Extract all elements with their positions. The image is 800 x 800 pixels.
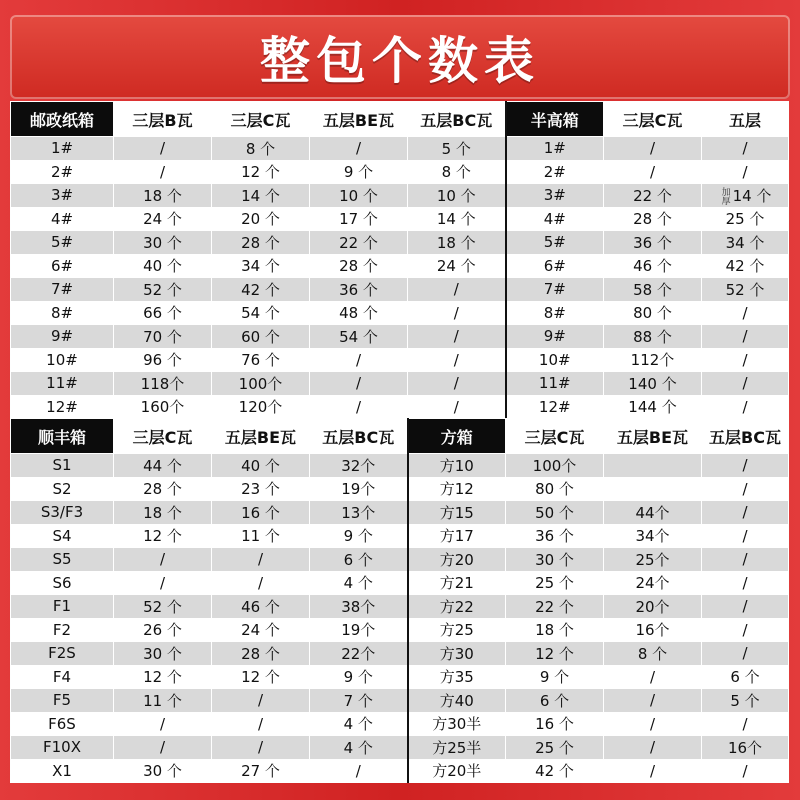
table-row [11, 454, 789, 478]
table-cell: / [604, 137, 702, 161]
table-cell [604, 477, 702, 501]
table-cell: 24 个 [212, 618, 310, 642]
table-cell: 8 个 [408, 160, 506, 184]
table-cell: 23 个 [212, 477, 310, 501]
table-cell: 12 个 [212, 665, 310, 689]
table-cell: 112个 [604, 348, 702, 372]
table-cell: / [702, 548, 789, 572]
table-cell: 16个 [702, 736, 789, 760]
table-cell: 44个 [604, 501, 702, 525]
table-cell: 8 个 [212, 137, 310, 161]
table-cell: / [408, 301, 506, 325]
table-cell: / [408, 395, 506, 419]
table-cell: / [702, 372, 789, 396]
table-cell: S3/F3 [11, 501, 114, 525]
table-cell: 42 个 [212, 278, 310, 302]
table-row [11, 325, 789, 349]
table-row [11, 278, 789, 302]
table-cell: 36 个 [310, 278, 408, 302]
table-cell: / [702, 137, 789, 161]
table-cell: 40 个 [114, 254, 212, 278]
header-row [11, 102, 789, 137]
table-cell: 12 个 [114, 665, 212, 689]
table-row [11, 689, 789, 713]
table-cell: 34 个 [212, 254, 310, 278]
table-cell: 100个 [212, 372, 310, 396]
table-cell: 11 个 [212, 524, 310, 548]
table-cell: F6S [11, 712, 114, 736]
table-cell: 38个 [310, 595, 408, 619]
table-cell: / [702, 325, 789, 349]
table-row [11, 137, 789, 161]
table-cell: 36 个 [506, 524, 604, 548]
table-cell: 方10 [408, 454, 506, 478]
table-row [11, 301, 789, 325]
table-cell: 28 个 [310, 254, 408, 278]
table-cell: 96 个 [114, 348, 212, 372]
table-cell: 19个 [310, 618, 408, 642]
title-banner [10, 15, 790, 99]
table-cell: 76 个 [212, 348, 310, 372]
table-cell: 8# [11, 301, 114, 325]
table-row [11, 736, 789, 760]
table-cell: 54 个 [212, 301, 310, 325]
table-cell: / [702, 477, 789, 501]
header-sf-box: 顺丰箱 [11, 419, 114, 454]
table-cell: S6 [11, 571, 114, 595]
table-cell: 11# [506, 372, 604, 396]
table-cell: 6 个 [310, 548, 408, 572]
table-cell: 42 个 [702, 254, 789, 278]
table-cell: / [604, 759, 702, 783]
table-cell: F5 [11, 689, 114, 713]
table-cell: 6 个 [702, 665, 789, 689]
table-cell: 16 个 [212, 501, 310, 525]
table-cell: 28 个 [212, 231, 310, 255]
table-cell: / [408, 325, 506, 349]
table-cell: / [604, 712, 702, 736]
table-cell: / [604, 689, 702, 713]
table-cell: / [604, 736, 702, 760]
table-cell: 9 个 [310, 160, 408, 184]
table-cell: / [702, 759, 789, 783]
table-cell: 1# [11, 137, 114, 161]
table-row [11, 395, 789, 419]
table-cell: 24 个 [114, 207, 212, 231]
table-cell: / [604, 665, 702, 689]
table-cell: 160个 [114, 395, 212, 419]
table-cell: / [310, 372, 408, 396]
table-cell: 方20半 [408, 759, 506, 783]
table-cell: 44 个 [114, 454, 212, 478]
table-cell: 34个 [604, 524, 702, 548]
table-cell: 方21 [408, 571, 506, 595]
table-cell: 方17 [408, 524, 506, 548]
table-cell: 60 个 [212, 325, 310, 349]
table-cell: / [604, 160, 702, 184]
table-cell: / [114, 548, 212, 572]
table-cell: 8# [506, 301, 604, 325]
table-row [11, 160, 789, 184]
thick-note: 加厚 [719, 187, 730, 206]
table-cell: 7# [11, 278, 114, 302]
table-cell: / [114, 571, 212, 595]
table-row [11, 501, 789, 525]
table-cell: 30 个 [114, 759, 212, 783]
table-cell: 7 个 [310, 689, 408, 713]
table-cell: 80 个 [604, 301, 702, 325]
table-cell: / [212, 548, 310, 572]
table-cell: F1 [11, 595, 114, 619]
table-cell: 12# [506, 395, 604, 419]
table-cell: / [310, 395, 408, 419]
header-row [11, 419, 789, 454]
table-cell: 52 个 [702, 278, 789, 302]
table-cell: 7# [506, 278, 604, 302]
table-cell: 30 个 [114, 642, 212, 666]
table-row [11, 759, 789, 783]
table-cell: 6 个 [506, 689, 604, 713]
table-cell: / [702, 618, 789, 642]
table-row [11, 665, 789, 689]
table-cell: 24个 [604, 571, 702, 595]
table-cell: 66 个 [114, 301, 212, 325]
table-cell: 48 个 [310, 301, 408, 325]
header-postal-box: 邮政纸箱 [11, 102, 114, 137]
table-row [11, 571, 789, 595]
table-cell: / [702, 348, 789, 372]
table-row [11, 254, 789, 278]
table-cell: 22 个 [506, 595, 604, 619]
table-cell: 140 个 [604, 372, 702, 396]
table-cell: 11# [11, 372, 114, 396]
table-cell: / [114, 712, 212, 736]
header-5ply-bc: 五层BC瓦 [408, 102, 506, 137]
table-cell: 16个 [604, 618, 702, 642]
table-cell: 28 个 [212, 642, 310, 666]
header-square-5ply-bc: 五层BC瓦 [702, 419, 789, 454]
table-cell: S4 [11, 524, 114, 548]
table-cell: F2 [11, 618, 114, 642]
table-cell: / [212, 571, 310, 595]
table-cell: 25 个 [506, 736, 604, 760]
table-cell: 80 个 [506, 477, 604, 501]
table-cell: 18 个 [506, 618, 604, 642]
table-cell: 19个 [310, 477, 408, 501]
table-cell: 18 个 [408, 231, 506, 255]
table-cell: / [408, 348, 506, 372]
table-cell: 5 个 [702, 689, 789, 713]
table-row [11, 372, 789, 396]
table-cell: F10X [11, 736, 114, 760]
table-row [11, 548, 789, 572]
header-sf-5ply-be: 五层BE瓦 [212, 419, 310, 454]
table-cell: 方40 [408, 689, 506, 713]
table-cell: X1 [11, 759, 114, 783]
table-cell: 1# [506, 137, 604, 161]
table-cell: 4# [506, 207, 604, 231]
table-cell: F2S [11, 642, 114, 666]
table-cell: 方35 [408, 665, 506, 689]
cell-value: 14 个 [732, 186, 772, 205]
table-cell: / [310, 759, 408, 783]
table-cell: 2# [11, 160, 114, 184]
table-cell: / [702, 571, 789, 595]
table-cell: / [212, 736, 310, 760]
table-cell: / [212, 689, 310, 713]
table-cell: 4# [11, 207, 114, 231]
header-sf-3ply-c: 三层C瓦 [114, 419, 212, 454]
header-half-height-box: 半高箱 [506, 102, 604, 137]
table-cell: 22 个 [604, 184, 702, 208]
table-cell: 12# [11, 395, 114, 419]
header-square-5ply-be: 五层BE瓦 [604, 419, 702, 454]
header-5ply-be: 五层BE瓦 [310, 102, 408, 137]
table-cell: 88 个 [604, 325, 702, 349]
table-row [11, 348, 789, 372]
table-cell: 26 个 [114, 618, 212, 642]
table-cell: 118个 [114, 372, 212, 396]
table-cell: 2# [506, 160, 604, 184]
table-cell: / [310, 137, 408, 161]
table-cell: 46 个 [604, 254, 702, 278]
table-cell: / [408, 278, 506, 302]
table-cell: / [310, 348, 408, 372]
page-title: 整包个数表 [260, 32, 540, 90]
table-cell: 4 个 [310, 571, 408, 595]
table-cell: / [702, 712, 789, 736]
table-cell: 42 个 [506, 759, 604, 783]
table-cell: / [702, 301, 789, 325]
table-cell: 6# [11, 254, 114, 278]
table-cell: 22个 [310, 642, 408, 666]
table-cell: 25 个 [702, 207, 789, 231]
table-cell: 12 个 [114, 524, 212, 548]
table-cell: 58 个 [604, 278, 702, 302]
header-3ply-b: 三层B瓦 [114, 102, 212, 137]
table-cell: 20个 [604, 595, 702, 619]
table-row [11, 231, 789, 255]
table-cell: 30 个 [114, 231, 212, 255]
table-cell: 14 个 [212, 184, 310, 208]
table-cell: 11 个 [114, 689, 212, 713]
table-row [11, 618, 789, 642]
table-cell: 100个 [506, 454, 604, 478]
table-cell: 10# [506, 348, 604, 372]
table-cell: / [702, 395, 789, 419]
table-cell: 144 个 [604, 395, 702, 419]
table-cell: / [702, 454, 789, 478]
header-5ply: 五层 [702, 102, 789, 137]
table-cell: 50 个 [506, 501, 604, 525]
table-cell: / [702, 642, 789, 666]
table-cell: S1 [11, 454, 114, 478]
table-cell: 52 个 [114, 278, 212, 302]
table-cell: 6# [506, 254, 604, 278]
header-sf-5ply-bc: 五层BC瓦 [310, 419, 408, 454]
table-cell: 方30 [408, 642, 506, 666]
table-row [11, 207, 789, 231]
table-cell: 9 个 [310, 524, 408, 548]
header-3ply-c: 三层C瓦 [212, 102, 310, 137]
table-cell: 40 个 [212, 454, 310, 478]
header-half-3ply-c: 三层C瓦 [604, 102, 702, 137]
table-cell: 9 个 [506, 665, 604, 689]
table-cell: 10 个 [310, 184, 408, 208]
table-cell: / [702, 524, 789, 548]
table-cell: 10 个 [408, 184, 506, 208]
table-cell: 5# [11, 231, 114, 255]
table-cell: 4 个 [310, 736, 408, 760]
table-cell: 22 个 [310, 231, 408, 255]
table-cell: 9# [11, 325, 114, 349]
table-row [11, 712, 789, 736]
table-cell: 25个 [604, 548, 702, 572]
table-cell: 46 个 [212, 595, 310, 619]
header-square-box: 方箱 [408, 419, 506, 454]
table-cell: 5 个 [408, 137, 506, 161]
table-row [11, 184, 789, 208]
table-cell: / [408, 372, 506, 396]
table-cell: 3# [506, 184, 604, 208]
table-cell: / [212, 712, 310, 736]
sf-and-square-box-table [10, 418, 789, 783]
table-row [11, 477, 789, 501]
table-cell: 8 个 [604, 642, 702, 666]
table-cell: 3# [11, 184, 114, 208]
table-cell: 14 个 [408, 207, 506, 231]
header-square-3ply-c: 三层C瓦 [506, 419, 604, 454]
table-row [11, 524, 789, 548]
table-cell: 34 个 [702, 231, 789, 255]
table-cell: 方15 [408, 501, 506, 525]
table-cell: 120个 [212, 395, 310, 419]
table-cell: 13个 [310, 501, 408, 525]
table-cell: 9# [506, 325, 604, 349]
table-cell: 36 个 [604, 231, 702, 255]
table-cell: 52 个 [114, 595, 212, 619]
table-cell: 12 个 [212, 160, 310, 184]
table-cell: 方25 [408, 618, 506, 642]
table-cell: 12 个 [506, 642, 604, 666]
table-cell: 方20 [408, 548, 506, 572]
table-cell [702, 184, 789, 208]
table-row [11, 642, 789, 666]
table-cell: S5 [11, 548, 114, 572]
table-cell: 方30半 [408, 712, 506, 736]
table-cell: / [114, 160, 212, 184]
table-cell: 方25半 [408, 736, 506, 760]
table-cell: 32个 [310, 454, 408, 478]
table-cell: 方12 [408, 477, 506, 501]
table-cell: 方22 [408, 595, 506, 619]
table-row [11, 595, 789, 619]
table-cell: 5# [506, 231, 604, 255]
table-cell: 30 个 [506, 548, 604, 572]
table-cell: / [702, 160, 789, 184]
table-cell [604, 454, 702, 478]
table-cell: / [114, 736, 212, 760]
postal-and-half-height-table [10, 101, 789, 419]
table-cell: 28 个 [114, 477, 212, 501]
table-cell: 18 个 [114, 501, 212, 525]
table-cell: 70 个 [114, 325, 212, 349]
table-cell: 10# [11, 348, 114, 372]
table-cell: S2 [11, 477, 114, 501]
table-cell: / [702, 595, 789, 619]
table-cell: F4 [11, 665, 114, 689]
table-cell: 24 个 [408, 254, 506, 278]
table-cell: 54 个 [310, 325, 408, 349]
table-cell: 28 个 [604, 207, 702, 231]
table-cell: 4 个 [310, 712, 408, 736]
table-cell: 9 个 [310, 665, 408, 689]
table-cell: / [114, 137, 212, 161]
table-cell: / [702, 501, 789, 525]
table-cell: 18 个 [114, 184, 212, 208]
table-cell: 17 个 [310, 207, 408, 231]
table-cell: 16 个 [506, 712, 604, 736]
table-cell: 27 个 [212, 759, 310, 783]
table-cell: 25 个 [506, 571, 604, 595]
table-cell: 20 个 [212, 207, 310, 231]
